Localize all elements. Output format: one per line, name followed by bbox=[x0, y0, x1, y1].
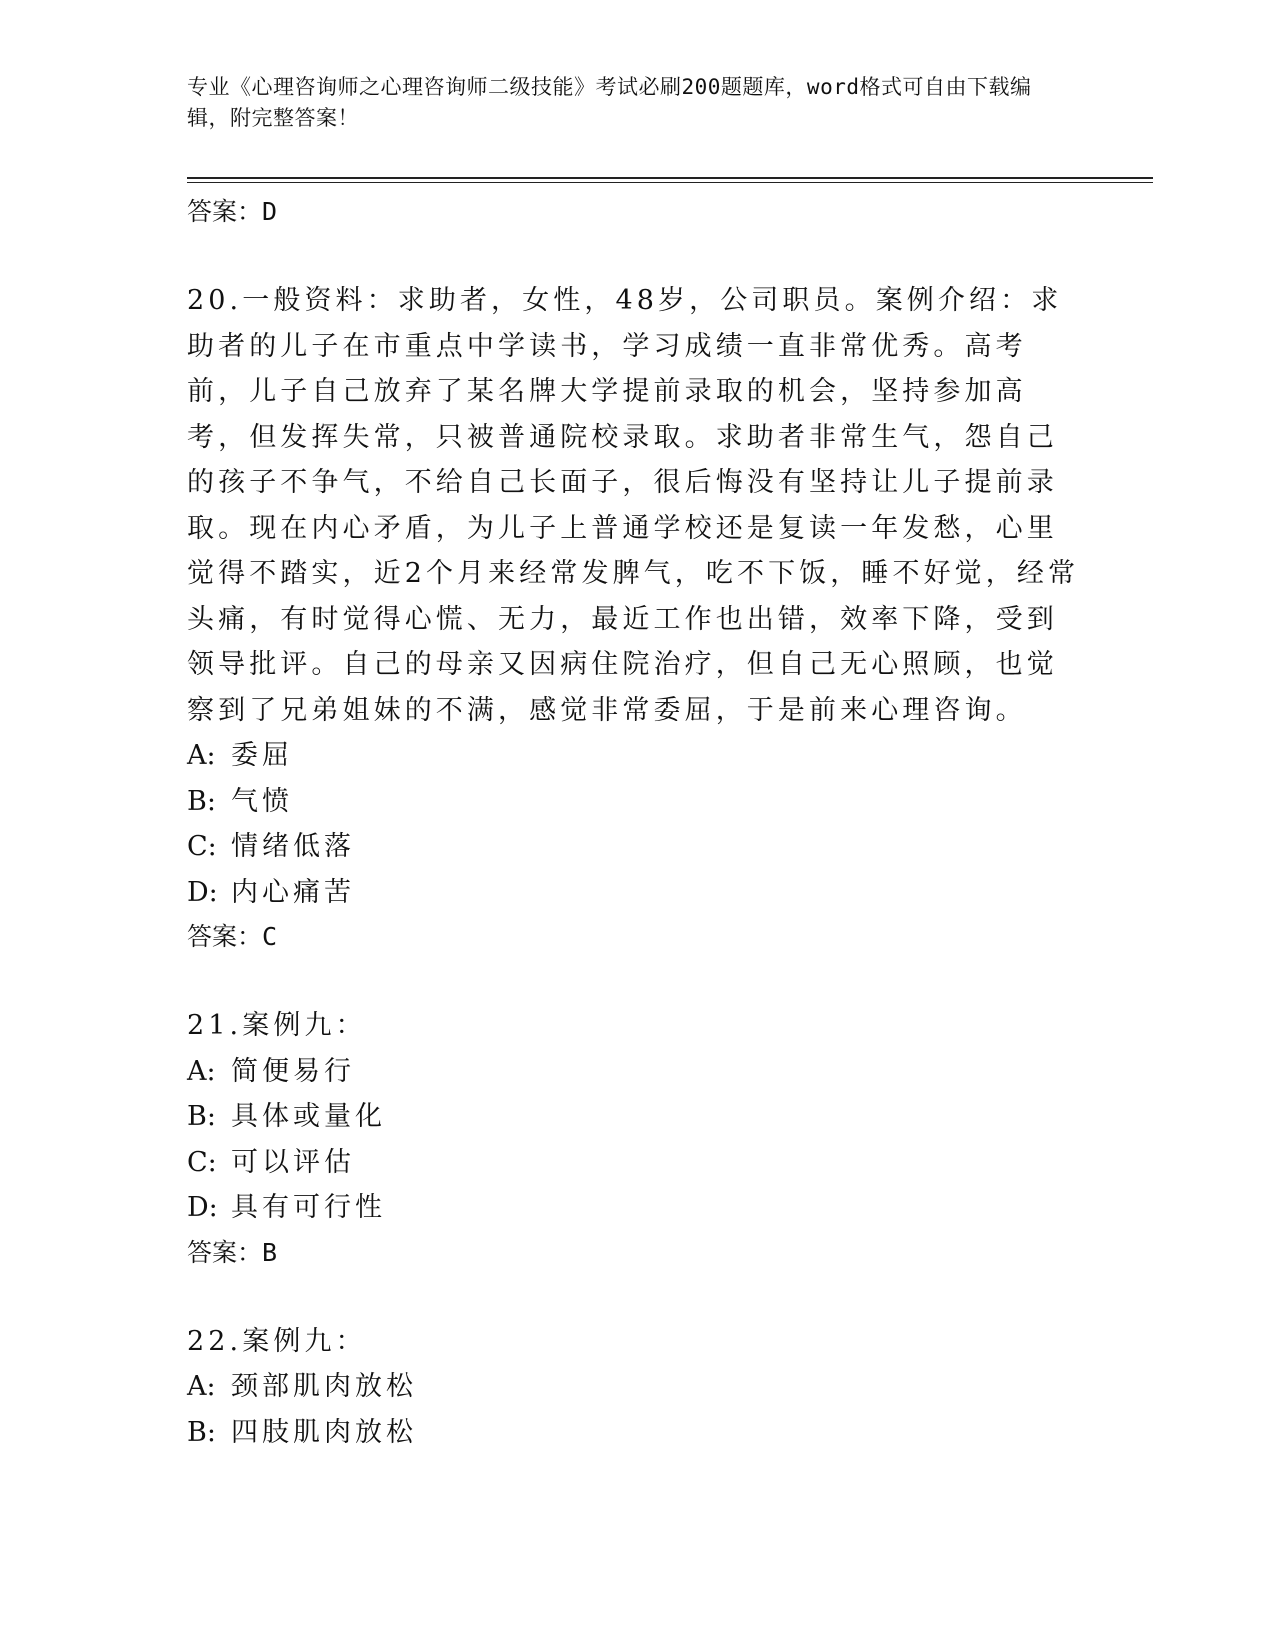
option-key: A: bbox=[187, 1371, 216, 1402]
option-text: 内心痛苦 bbox=[231, 876, 355, 908]
header-divider bbox=[187, 177, 1153, 179]
header-divider-thin bbox=[187, 182, 1153, 183]
option-text: 简便易行 bbox=[231, 1055, 355, 1087]
option-a bbox=[187, 1364, 1087, 1410]
option-d bbox=[187, 1185, 1087, 1231]
option-c bbox=[187, 1140, 1087, 1186]
option-key: A: bbox=[187, 1055, 216, 1087]
question-stem: 20.一般资料：求助者，女性，48岁，公司职员。案例介绍：求助者的儿子在市重点中学读书，学习成绩一直非常优秀。高考前，儿子自己放弃了某名牌大学提前录取的机会，坚持参加高考，但发挥失常，只被普通院校录取。求助者非常生气，怨自己的孩子不争气，不给自己长面子，很后悔没有坚持让儿子提前录取。现在内心矛盾，为儿子上普通学校还是复读一年发愁，心里觉得不踏实，近2个月来经常发脾气，吃不下饭，睡不好觉，经常头痛，有时觉得心慌、无力，最近工作也出错，效率下降，受到领导批评。自己的母亲又因病住院治疗，但自己无心照顾，也觉察到了兄弟姐妹的不满，感觉非常委屈，于是前来心理咨询。 bbox=[187, 285, 1080, 726]
option-a bbox=[187, 1049, 1087, 1095]
option-b bbox=[187, 779, 1087, 825]
question-item bbox=[187, 1319, 1087, 1456]
option-text: 颈部肌肉放松 bbox=[231, 1371, 417, 1402]
option-key: C: bbox=[187, 1146, 217, 1178]
option-text: 四肢肌肉放松 bbox=[231, 1416, 417, 1448]
document-header: 专业《心理咨询师之心理咨询师二级技能》考试必刷200题题库，word格式可自由下载编辑，附完整答案！ bbox=[187, 75, 1032, 130]
answer-line: 答案：B bbox=[187, 1237, 278, 1267]
option-text: 气愤 bbox=[231, 785, 293, 817]
option-key: D: bbox=[187, 1192, 218, 1223]
option-key: D: bbox=[187, 876, 218, 908]
question-item bbox=[187, 1003, 1087, 1275]
option-key: B: bbox=[187, 1101, 216, 1132]
option-c bbox=[187, 824, 1087, 870]
question-stem: 22.案例九： bbox=[187, 1325, 367, 1357]
question-item bbox=[187, 278, 1087, 959]
question-stem: 21.案例九： bbox=[187, 1010, 367, 1041]
option-b bbox=[187, 1410, 1087, 1456]
option-key: A: bbox=[187, 740, 216, 771]
option-text: 具体或量化 bbox=[231, 1101, 386, 1132]
option-key: B: bbox=[187, 785, 216, 817]
option-a bbox=[187, 733, 1087, 779]
option-text: 可以评估 bbox=[231, 1146, 355, 1178]
answer-line: 答案：D bbox=[187, 197, 278, 226]
question-list bbox=[187, 190, 1087, 1455]
option-d bbox=[187, 870, 1087, 916]
answer-line: 答案：C bbox=[187, 922, 278, 951]
option-key: B: bbox=[187, 1416, 216, 1448]
option-text: 具有可行性 bbox=[231, 1192, 386, 1223]
option-text: 情绪低落 bbox=[231, 831, 355, 862]
option-key: C: bbox=[187, 831, 217, 862]
option-b bbox=[187, 1094, 1087, 1140]
option-text: 委屈 bbox=[231, 740, 293, 771]
